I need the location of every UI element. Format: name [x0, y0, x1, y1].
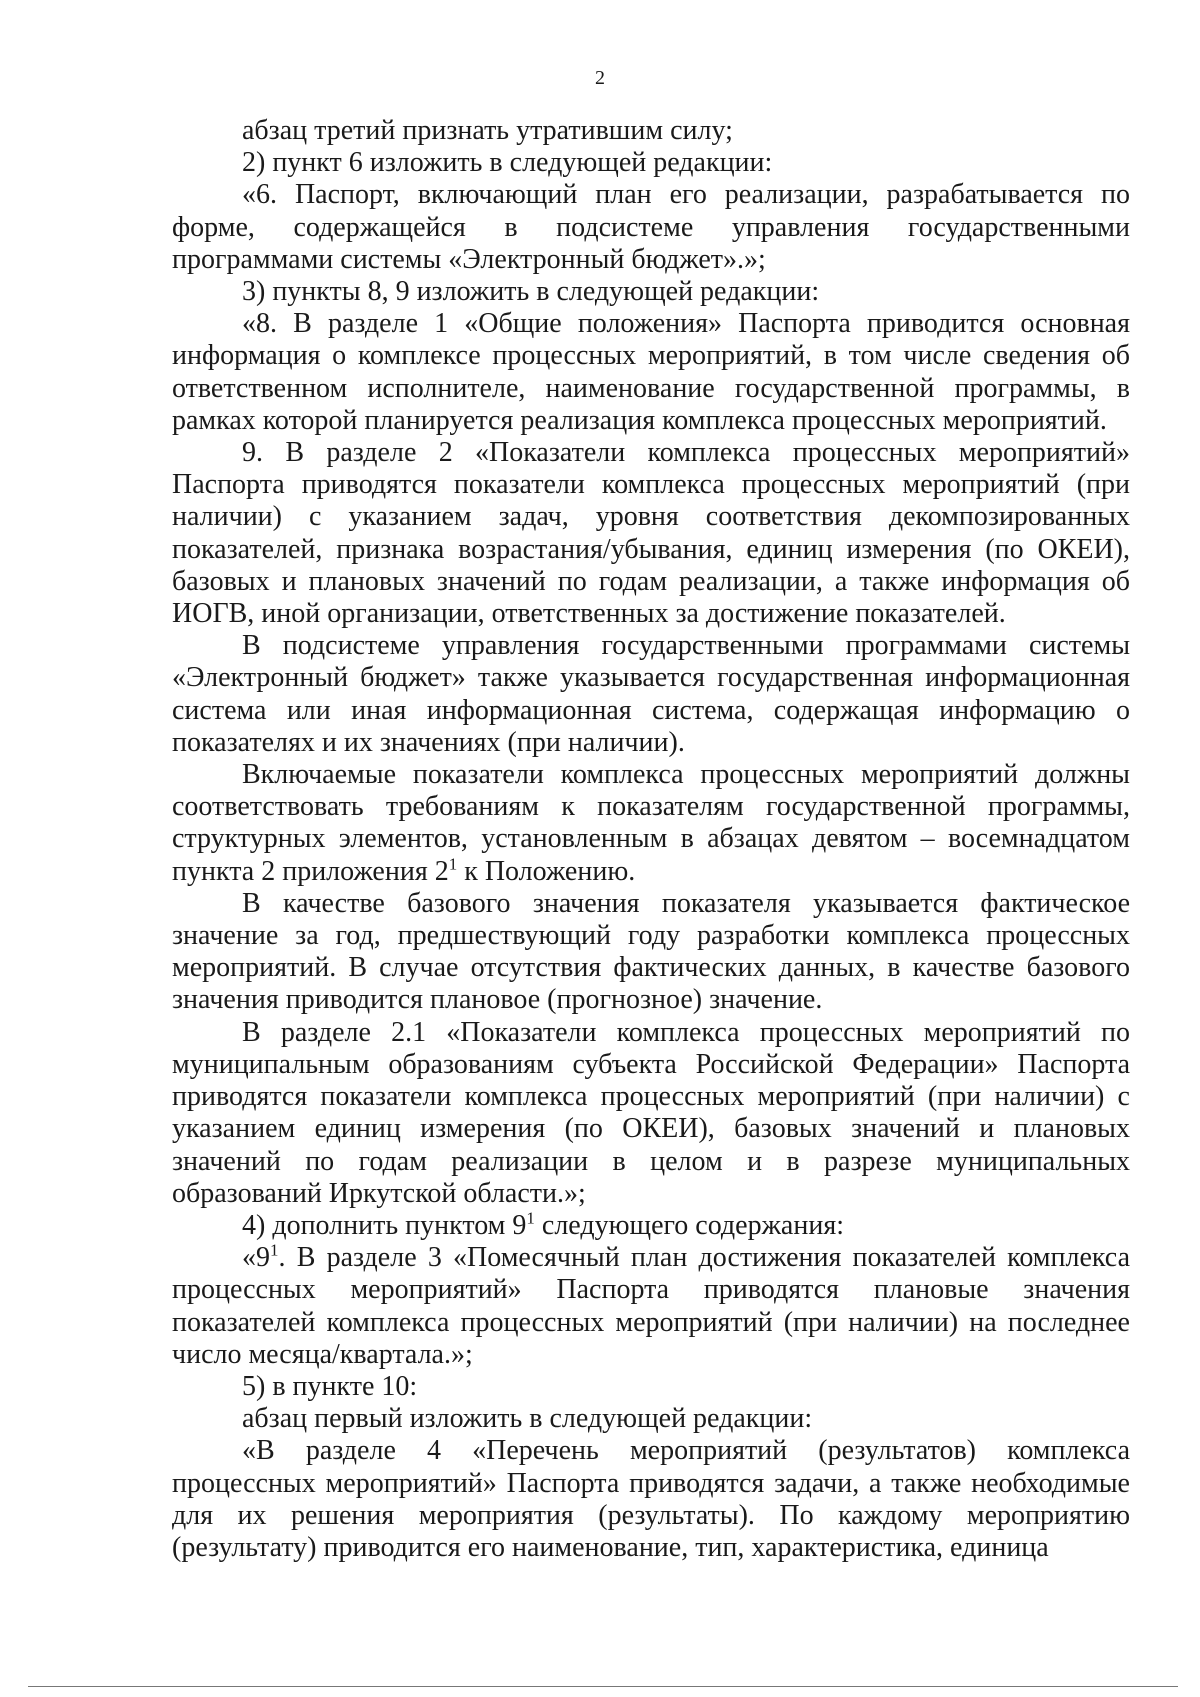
paragraph-10: В разделе 2.1 «Показатели комплекса процессных мероприятий по муниципальным образованиям субъекта Российской Федерации» Паспорта приводятся показатели комплекса процессных мероприятий (при наличии) с указанием единиц измерения (по ОКЕИ), базовых значений и плановых значений по годам реализации в целом и в разрезе муниципальных образований Иркутской области.»; [172, 1016, 1130, 1209]
paragraph-12-tail: . В разделе 3 «Помесячный план достижения показателей комплекса процессных мероприятий» Паспорта приводятся плановые значения показателей комплекса процессных мероприятий (при наличии) на последнее число месяца/квартала.»; [172, 1242, 1130, 1370]
paragraph-8-text: Включаемые показатели комплекса процессных мероприятий должны соответствовать требованиям к показателям государственной программы, структурных элементов, установленным в абзацах девятом – восемнадцатом пункта 2 приложения 2 [172, 759, 1130, 887]
paragraph-7: В подсистеме управления государственными программами системы «Электронный бюджет» также указывается государственная информационная система или иная информационная система, содержащая информацию о показателях и их значениях (при наличии). [172, 630, 1130, 758]
paragraph-11-text: 4) дополнить пунктом 9 [242, 1209, 527, 1241]
paragraph-8 [172, 759, 1130, 888]
paragraph-12-text: «9 [242, 1242, 270, 1274]
paragraph-2: 2) пункт 6 изложить в следующей редакции: [242, 147, 773, 179]
paragraph-8-tail: к Положению. [457, 855, 636, 887]
superscript: 1 [448, 854, 458, 874]
paragraph-1: абзац третий признать утратившим силу; [242, 115, 733, 146]
paragraph-13: 5) в пункте 10: [242, 1370, 418, 1402]
paragraph-11 [172, 1210, 1130, 1242]
paragraph-14: абзац первый изложить в следующей редакции: [242, 1403, 813, 1435]
paragraph-3: «6. Паспорт, включающий план его реализации, разрабатывается по форме, содержащейся в подсистеме управления государственными программами системы «Электронный бюджет».»; [172, 179, 1130, 275]
document-body [172, 115, 1130, 1564]
paragraph-4: 3) пункты 8, 9 изложить в следующей редакции: [242, 276, 820, 308]
paragraph-11-tail: следующего содержания: [534, 1209, 844, 1241]
page-bottom-rule [28, 1686, 1178, 1687]
paragraph-6: 9. В разделе 2 «Показатели комплекса процессных мероприятий» Паспорта приводятся показатели комплекса процессных мероприятий (при наличии) с указанием задач, уровня соответствия декомпозированных показателей, признака возрастания/убывания, единиц измерения (по ОКЕИ), базовых и плановых значений по годам реализации, а также информация об ИОГВ, иной организации, ответственных за достижение показателей. [172, 437, 1130, 630]
paragraph-15: «В разделе 4 «Перечень мероприятий (результатов) комплекса процессных мероприятий» Паспорта приводятся задачи, а также необходимые для их решения мероприятия (результаты). По каждому мероприятию (результату) приводится его наименование, тип, характеристика, единица [172, 1435, 1130, 1563]
superscript: 1 [270, 1240, 279, 1260]
paragraph-5: «8. В разделе 1 «Общие положения» Паспорта приводится основная информация о комплексе процессных мероприятий, в том числе сведения об ответственном исполнителе, наименование государственной программы, в рамках которой планируется реализация комплекса процессных мероприятий. [172, 308, 1130, 436]
page-number: 2 [595, 67, 605, 89]
superscript: 1 [526, 1208, 535, 1228]
paragraph-12 [172, 1242, 1130, 1371]
paragraph-9: В качестве базового значения показателя указывается фактическое значение за год, предшествующий году разработки комплекса процессных мероприятий. В случае отсутствия фактических данных, в качестве базового значения приводится плановое (прогнозное) значение. [172, 887, 1130, 1016]
